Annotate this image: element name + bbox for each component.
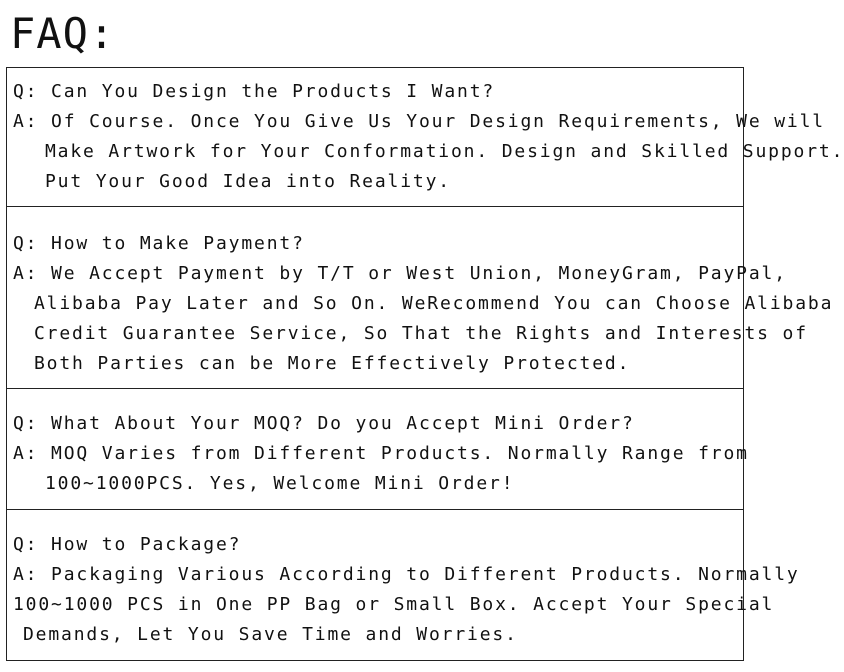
faq-answer-line: A: MOQ Varies from Different Products. Normally Range from: [13, 443, 749, 464]
faq-table: [6, 67, 844, 661]
faq-answer-line: Demands, Let You Save Time and Worries.: [23, 624, 518, 645]
faq-item-moq: [7, 388, 749, 509]
faq-answer-line: Both Parties can be More Effectively Protected.: [34, 353, 631, 374]
faq-answer-line: 100~1000 PCS in One PP Bag or Small Box. Accept Your Special: [13, 594, 775, 615]
faq-answer-line: Make Artwork for Your Conformation. Design and Skilled Support.: [45, 141, 844, 162]
page-title: FAQ:: [10, 9, 116, 58]
faq-answer-line: Credit Guarantee Service, So That the Rights and Interests of: [34, 323, 808, 344]
faq-answer-line: A: Packaging Various According to Different Products. Normally: [13, 564, 800, 585]
faq-item-payment: [7, 206, 834, 388]
faq-answer-line: A: Of Course. Once You Give Us Your Design Requirements, We will: [13, 111, 825, 132]
faq-answer-line: Put Your Good Idea into Reality.: [45, 171, 451, 192]
faq-item-design: [7, 68, 844, 206]
faq-question: Q: How to Package?: [13, 534, 242, 555]
faq-answer-line: 100~1000PCS. Yes, Welcome Mini Order!: [45, 473, 515, 494]
faq-answer-line: Alibaba Pay Later and So On. WeRecommend You can Choose Alibaba: [34, 293, 834, 314]
faq-question: Q: What About Your MOQ? Do you Accept Mini Order?: [13, 413, 635, 434]
faq-item-package: [7, 509, 800, 661]
faq-question: Q: How to Make Payment?: [13, 233, 305, 254]
faq-question: Q: Can You Design the Products I Want?: [13, 81, 496, 102]
faq-answer-line: A: We Accept Payment by T/T or West Union, MoneyGram, PayPal,: [13, 263, 787, 284]
